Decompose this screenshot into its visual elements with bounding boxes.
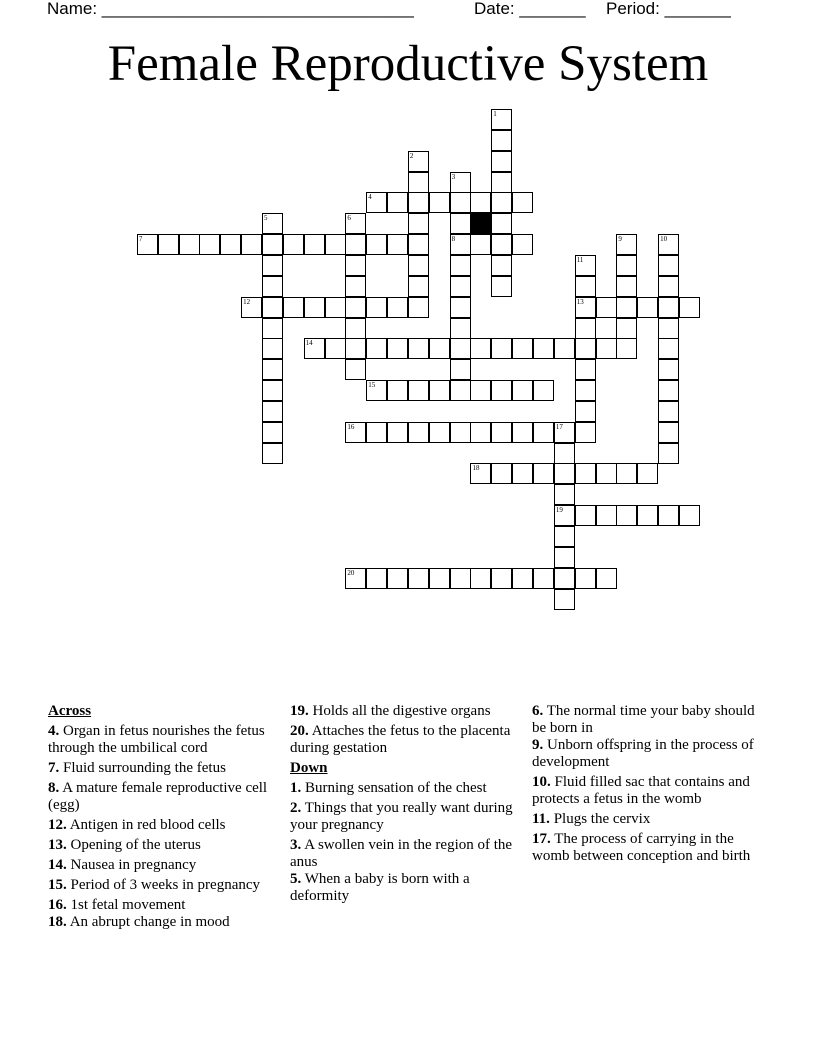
grid-cell[interactable] xyxy=(491,151,512,172)
grid-cell[interactable] xyxy=(325,234,346,255)
down-heading: Down xyxy=(290,760,328,776)
grid-cell[interactable] xyxy=(491,338,512,359)
grid-cell[interactable] xyxy=(283,234,304,255)
grid-cell[interactable] xyxy=(345,338,366,359)
grid-cell[interactable] xyxy=(262,401,283,422)
grid-cell[interactable] xyxy=(554,443,575,464)
grid-cell[interactable] xyxy=(658,505,679,526)
clue-down-1: 1. Burning sensation of the chest xyxy=(290,780,487,796)
grid-cell[interactable] xyxy=(429,192,450,213)
grid-cell[interactable] xyxy=(345,422,366,443)
grid-cell[interactable] xyxy=(575,422,596,443)
grid-cell[interactable] xyxy=(345,318,366,339)
grid-cell[interactable] xyxy=(554,547,575,568)
grid-cell[interactable] xyxy=(491,276,512,297)
grid-cell[interactable] xyxy=(408,234,429,255)
clue-across-13: 13. Opening of the uterus xyxy=(48,837,201,853)
grid-cell[interactable] xyxy=(679,505,700,526)
grid-cell[interactable] xyxy=(596,463,617,484)
grid-cell[interactable] xyxy=(304,297,325,318)
grid-cell[interactable] xyxy=(262,318,283,339)
grid-cell[interactable] xyxy=(596,505,617,526)
grid-cell[interactable] xyxy=(387,568,408,589)
grid-cell[interactable] xyxy=(491,255,512,276)
clue-across-4: 4. Organ in fetus nourishes the fetus through the umbilical cord xyxy=(48,723,265,756)
clue-down-17: 17. The process of carrying in the womb between conception and birth xyxy=(532,831,751,864)
cell-number: 15 xyxy=(368,381,376,390)
grid-cell[interactable] xyxy=(596,338,617,359)
grid-cell[interactable] xyxy=(262,422,283,443)
grid-cell[interactable] xyxy=(512,568,533,589)
clues-column-1 xyxy=(48,703,274,934)
clue-across-15: 15. Period of 3 weeks in pregnancy xyxy=(48,877,261,893)
across-heading: Across xyxy=(48,703,92,719)
grid-cell[interactable] xyxy=(616,234,637,255)
grid-cell[interactable] xyxy=(304,234,325,255)
cell-number: 6 xyxy=(347,214,351,223)
grid-cell[interactable] xyxy=(658,297,679,318)
grid-cell[interactable] xyxy=(179,234,200,255)
grid-cell[interactable] xyxy=(575,359,596,380)
cell-number: 8 xyxy=(451,235,456,244)
grid-cell[interactable] xyxy=(450,359,471,380)
grid-cell[interactable] xyxy=(512,338,533,359)
grid-cell[interactable] xyxy=(616,255,637,276)
clue-down-10: 10. Fluid filled sac that contains and protects a fetus in the womb xyxy=(532,774,750,807)
grid-cell[interactable] xyxy=(491,463,512,484)
blocked-cell xyxy=(470,213,491,234)
grid-cell[interactable] xyxy=(199,234,220,255)
grid-cell[interactable] xyxy=(325,338,346,359)
grid-cell[interactable] xyxy=(616,276,637,297)
grid-cell[interactable] xyxy=(491,130,512,151)
grid-cell[interactable] xyxy=(408,172,429,193)
grid-cell[interactable] xyxy=(366,568,387,589)
grid-cell[interactable] xyxy=(596,297,617,318)
clues-column-3 xyxy=(532,703,762,868)
grid-cell[interactable] xyxy=(345,213,366,234)
date-field-line: Date: _______ xyxy=(474,0,586,18)
grid-cell[interactable] xyxy=(658,422,679,443)
cell-number: 20 xyxy=(347,568,355,577)
grid-cell[interactable] xyxy=(470,234,491,255)
grid-cell[interactable] xyxy=(658,443,679,464)
grid-cell[interactable] xyxy=(283,297,304,318)
grid-cell[interactable] xyxy=(470,380,491,401)
grid-cell[interactable] xyxy=(491,234,512,255)
grid-cell[interactable] xyxy=(512,380,533,401)
grid-cell[interactable] xyxy=(387,192,408,213)
grid-cell[interactable] xyxy=(450,192,471,213)
grid-cell[interactable] xyxy=(512,192,533,213)
grid-cell[interactable] xyxy=(262,255,283,276)
grid-cell[interactable] xyxy=(450,234,471,255)
grid-cell[interactable] xyxy=(450,568,471,589)
grid-cell[interactable] xyxy=(554,338,575,359)
clue-across-20: 20. Attaches the fetus to the placenta during gestation xyxy=(290,723,511,756)
grid-cell[interactable] xyxy=(429,422,450,443)
grid-cell[interactable] xyxy=(491,568,512,589)
cell-number: 4 xyxy=(368,193,372,202)
cell-number: 3 xyxy=(451,172,456,181)
grid-cell[interactable] xyxy=(616,318,637,339)
grid-cell[interactable] xyxy=(658,276,679,297)
grid-cell[interactable] xyxy=(575,568,596,589)
grid-cell[interactable] xyxy=(554,589,575,610)
grid-cell[interactable] xyxy=(658,401,679,422)
grid-cell[interactable] xyxy=(450,422,471,443)
cell-number: 16 xyxy=(347,422,355,431)
cell-number: 11 xyxy=(576,255,584,264)
grid-cell[interactable] xyxy=(262,234,283,255)
clue-across-18: 18. An abrupt change in mood xyxy=(48,914,230,930)
grid-cell[interactable] xyxy=(387,234,408,255)
clue-across-16: 16. 1st fetal movement xyxy=(48,897,186,913)
grid-cell[interactable] xyxy=(408,276,429,297)
grid-cell[interactable] xyxy=(408,192,429,213)
grid-cell[interactable] xyxy=(491,380,512,401)
grid-cell[interactable] xyxy=(262,338,283,359)
grid-cell[interactable] xyxy=(512,463,533,484)
grid-cell[interactable] xyxy=(408,422,429,443)
grid-cell[interactable] xyxy=(262,297,283,318)
clue-down-3: 3. A swollen vein in the region of the anus xyxy=(290,837,513,870)
grid-cell[interactable] xyxy=(658,234,679,255)
clue-across-8: 8. A mature female reproductive cell (egg) xyxy=(48,780,268,813)
grid-cell[interactable] xyxy=(220,234,241,255)
grid-cell[interactable] xyxy=(575,255,596,276)
grid-cell[interactable] xyxy=(366,234,387,255)
grid-cell[interactable] xyxy=(262,359,283,380)
grid-cell[interactable] xyxy=(429,338,450,359)
grid-cell[interactable] xyxy=(616,297,637,318)
grid-cell[interactable] xyxy=(575,380,596,401)
grid-cell[interactable] xyxy=(450,338,471,359)
grid-cell[interactable] xyxy=(491,109,512,130)
cell-number: 9 xyxy=(618,235,622,244)
grid-cell[interactable] xyxy=(450,297,471,318)
cell-number: 19 xyxy=(555,506,563,515)
grid-cell[interactable] xyxy=(575,297,596,318)
grid-cell[interactable] xyxy=(616,338,637,359)
clue-across-12: 12. Antigen in red blood cells xyxy=(48,817,226,833)
grid-cell[interactable] xyxy=(450,213,471,234)
grid-cell[interactable] xyxy=(533,338,554,359)
grid-cell[interactable] xyxy=(637,297,658,318)
grid-cell[interactable] xyxy=(533,380,554,401)
grid-cell[interactable] xyxy=(575,463,596,484)
grid-cell[interactable] xyxy=(470,463,491,484)
grid-cell[interactable] xyxy=(408,338,429,359)
grid-cell[interactable] xyxy=(345,255,366,276)
clue-down-2: 2. Things that you really want during your pregnancy xyxy=(290,800,513,833)
cell-number: 2 xyxy=(409,151,414,160)
grid-cell[interactable] xyxy=(450,276,471,297)
grid-cell[interactable] xyxy=(491,172,512,193)
grid-cell[interactable] xyxy=(470,338,491,359)
grid-cell[interactable] xyxy=(345,234,366,255)
grid-cell[interactable] xyxy=(658,318,679,339)
grid-cell[interactable] xyxy=(345,297,366,318)
grid-cell[interactable] xyxy=(554,505,575,526)
grid-cell[interactable] xyxy=(345,359,366,380)
grid-cell[interactable] xyxy=(554,568,575,589)
grid-cell[interactable] xyxy=(533,568,554,589)
grid-cell[interactable] xyxy=(554,463,575,484)
grid-cell[interactable] xyxy=(491,192,512,213)
grid-cell[interactable] xyxy=(429,380,450,401)
name-field-line: Name: _________________________________ xyxy=(47,0,414,18)
grid-cell[interactable] xyxy=(366,338,387,359)
clue-down-5: 5. When a baby is born with a deformity xyxy=(290,871,470,904)
grid-cell[interactable] xyxy=(450,318,471,339)
grid-cell[interactable] xyxy=(137,234,158,255)
grid-cell[interactable] xyxy=(345,568,366,589)
grid-cell[interactable] xyxy=(554,484,575,505)
cell-number: 13 xyxy=(576,297,584,306)
cell-number: 18 xyxy=(472,464,480,473)
grid-cell[interactable] xyxy=(512,234,533,255)
grid-cell[interactable] xyxy=(408,255,429,276)
page-title: Female Reproductive System xyxy=(107,36,709,92)
grid-cell[interactable] xyxy=(158,234,179,255)
grid-cell[interactable] xyxy=(658,380,679,401)
cell-number: 5 xyxy=(263,214,268,223)
grid-cell[interactable] xyxy=(262,213,283,234)
grid-cell[interactable] xyxy=(554,526,575,547)
grid-cell[interactable] xyxy=(616,505,637,526)
grid-cell[interactable] xyxy=(637,463,658,484)
cell-number: 1 xyxy=(493,110,497,118)
grid-cell[interactable] xyxy=(491,422,512,443)
grid-cell[interactable] xyxy=(408,213,429,234)
clue-down-6: 6. The normal time your baby should be born in xyxy=(532,703,755,736)
grid-cell[interactable] xyxy=(658,338,679,359)
grid-cell[interactable] xyxy=(366,422,387,443)
grid-cell[interactable] xyxy=(387,297,408,318)
grid-cell[interactable] xyxy=(241,234,262,255)
grid-cell[interactable] xyxy=(366,297,387,318)
grid-cell[interactable] xyxy=(429,568,450,589)
grid-cell[interactable] xyxy=(575,318,596,339)
grid-cell[interactable] xyxy=(304,338,325,359)
grid-cell[interactable] xyxy=(366,192,387,213)
grid-cell[interactable] xyxy=(470,422,491,443)
grid-cell[interactable] xyxy=(450,172,471,193)
grid-cell[interactable] xyxy=(262,276,283,297)
grid-cell[interactable] xyxy=(575,276,596,297)
grid-cell[interactable] xyxy=(387,422,408,443)
grid-cell[interactable] xyxy=(554,422,575,443)
grid-cell[interactable] xyxy=(470,568,491,589)
grid-cell[interactable] xyxy=(241,297,262,318)
grid-cell[interactable] xyxy=(408,568,429,589)
grid-cell[interactable] xyxy=(345,276,366,297)
grid-cell[interactable] xyxy=(596,568,617,589)
grid-cell[interactable] xyxy=(262,380,283,401)
grid-cell[interactable] xyxy=(575,338,596,359)
grid-cell[interactable] xyxy=(658,359,679,380)
grid-cell[interactable] xyxy=(679,297,700,318)
cell-number: 7 xyxy=(138,235,143,244)
clue-across-14: 14. Nausea in pregnancy xyxy=(48,857,197,873)
cell-number: 10 xyxy=(660,235,668,244)
grid-cell[interactable] xyxy=(387,380,408,401)
grid-cell[interactable] xyxy=(408,380,429,401)
cell-number: 17 xyxy=(555,422,563,431)
grid-cell[interactable] xyxy=(512,422,533,443)
grid-cell[interactable] xyxy=(533,422,554,443)
grid-cell[interactable] xyxy=(450,380,471,401)
cell-number: 12 xyxy=(243,297,251,306)
grid-cell[interactable] xyxy=(637,505,658,526)
grid-cell[interactable] xyxy=(616,463,637,484)
clues-column-2 xyxy=(290,703,518,908)
grid-cell[interactable] xyxy=(408,297,429,318)
cell-number: 14 xyxy=(305,339,313,348)
grid-cell[interactable] xyxy=(325,297,346,318)
clue-across-19: 19. Holds all the digestive organs xyxy=(290,703,491,719)
grid-cell[interactable] xyxy=(450,255,471,276)
grid-cell[interactable] xyxy=(262,443,283,464)
grid-cell[interactable] xyxy=(408,151,429,172)
grid-cell[interactable] xyxy=(491,213,512,234)
clue-across-7: 7. Fluid surrounding the fetus xyxy=(48,760,226,776)
grid-cell[interactable] xyxy=(366,380,387,401)
grid-cell[interactable] xyxy=(575,401,596,422)
grid-cell[interactable] xyxy=(658,255,679,276)
grid-cell[interactable] xyxy=(575,505,596,526)
grid-cell[interactable] xyxy=(533,463,554,484)
grid-cell[interactable] xyxy=(470,192,491,213)
grid-cell[interactable] xyxy=(387,338,408,359)
clue-down-11: 11. Plugs the cervix xyxy=(532,811,651,827)
clue-down-9: 9. Unborn offspring in the process of development xyxy=(532,737,754,770)
period-field-line: Period: _______ xyxy=(606,0,731,18)
